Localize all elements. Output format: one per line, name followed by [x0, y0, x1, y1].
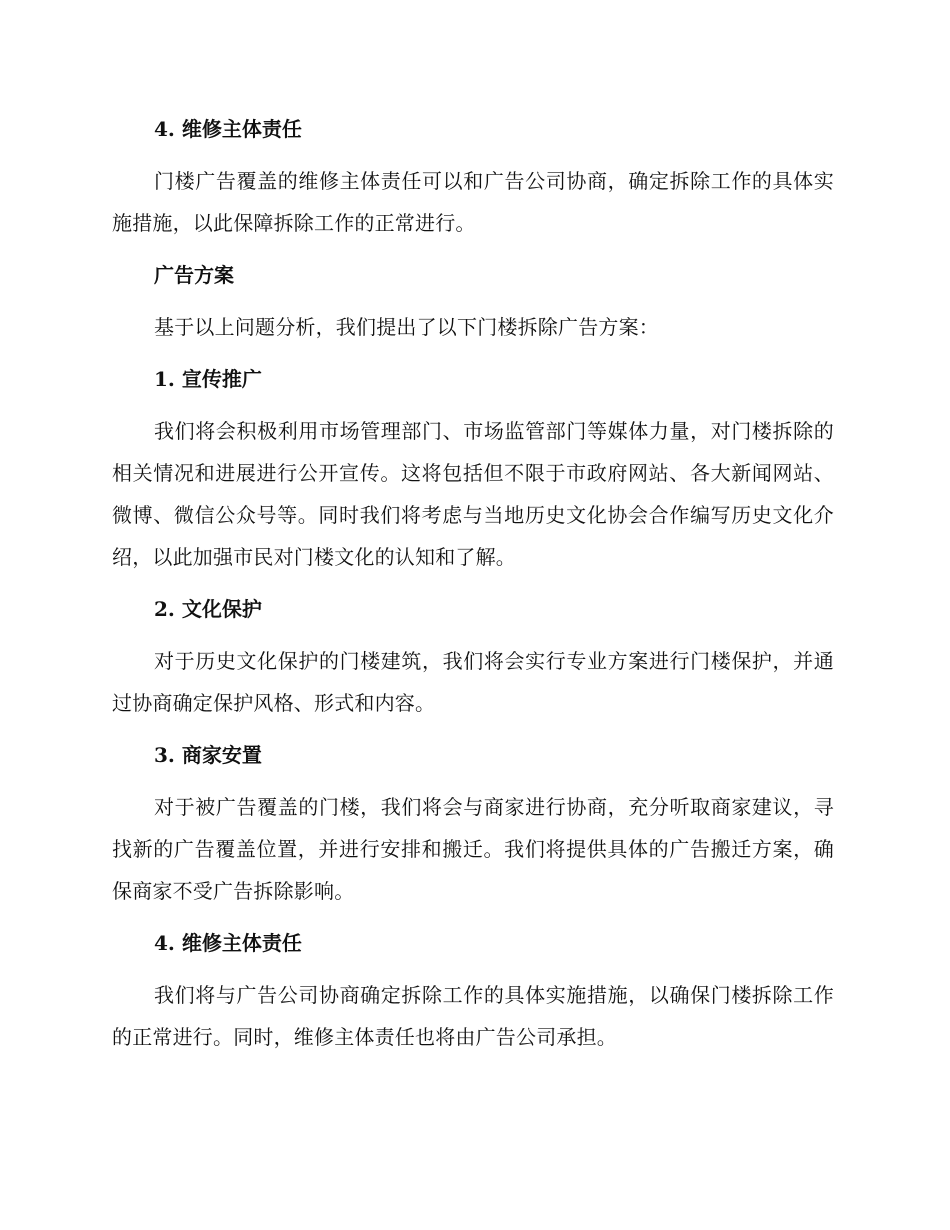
section-heading-ad-plan: 广告方案 [154, 263, 234, 287]
section-heading-maintenance-1: 4. 维修主体责任 [154, 117, 302, 141]
section-heading-promotion: 1. 宣传推广 [154, 367, 262, 391]
paragraph-ad-plan: 基于以上问题分析，我们提出了以下门楼拆除广告方案： [154, 315, 659, 339]
section-heading-culture-protection: 2. 文化保护 [154, 597, 262, 621]
paragraph-maintenance-1: 门楼广告覆盖的维修主体责任可以和广告公司协商，确定拆除工作的具体实施措施，以此保障拆除工作的正常进行。 [112, 169, 834, 235]
section-heading-merchant-placement: 3. 商家安置 [154, 743, 262, 767]
paragraph-maintenance-2: 我们将与广告公司协商确定拆除工作的具体实施措施，以确保门楼拆除工作的正常进行。同时，维修主体责任也将由广告公司承担。 [112, 983, 834, 1049]
section-heading-maintenance-2: 4. 维修主体责任 [154, 931, 302, 955]
document-body [112, 108, 834, 1068]
paragraph-merchant-placement: 对于被广告覆盖的门楼，我们将会与商家进行协商，充分听取商家建议，寻找新的广告覆盖位置，并进行安排和搬迁。我们将提供具体的广告搬迁方案，确保商家不受广告拆除影响。 [112, 795, 834, 903]
paragraph-promotion: 我们将会积极利用市场管理部门、市场监管部门等媒体力量，对门楼拆除的相关情况和进展进行公开宣传。这将包括但不限于市政府网站、各大新闻网站、微博、微信公众号等。同时我们将考虑与当地历史文化协会合作编写历史文化介绍，以此加强市民对门楼文化的认知和了解。 [112, 419, 834, 569]
paragraph-culture-protection: 对于历史文化保护的门楼建筑，我们将会实行专业方案进行门楼保护，并通过协商确定保护风格、形式和内容。 [112, 649, 834, 715]
